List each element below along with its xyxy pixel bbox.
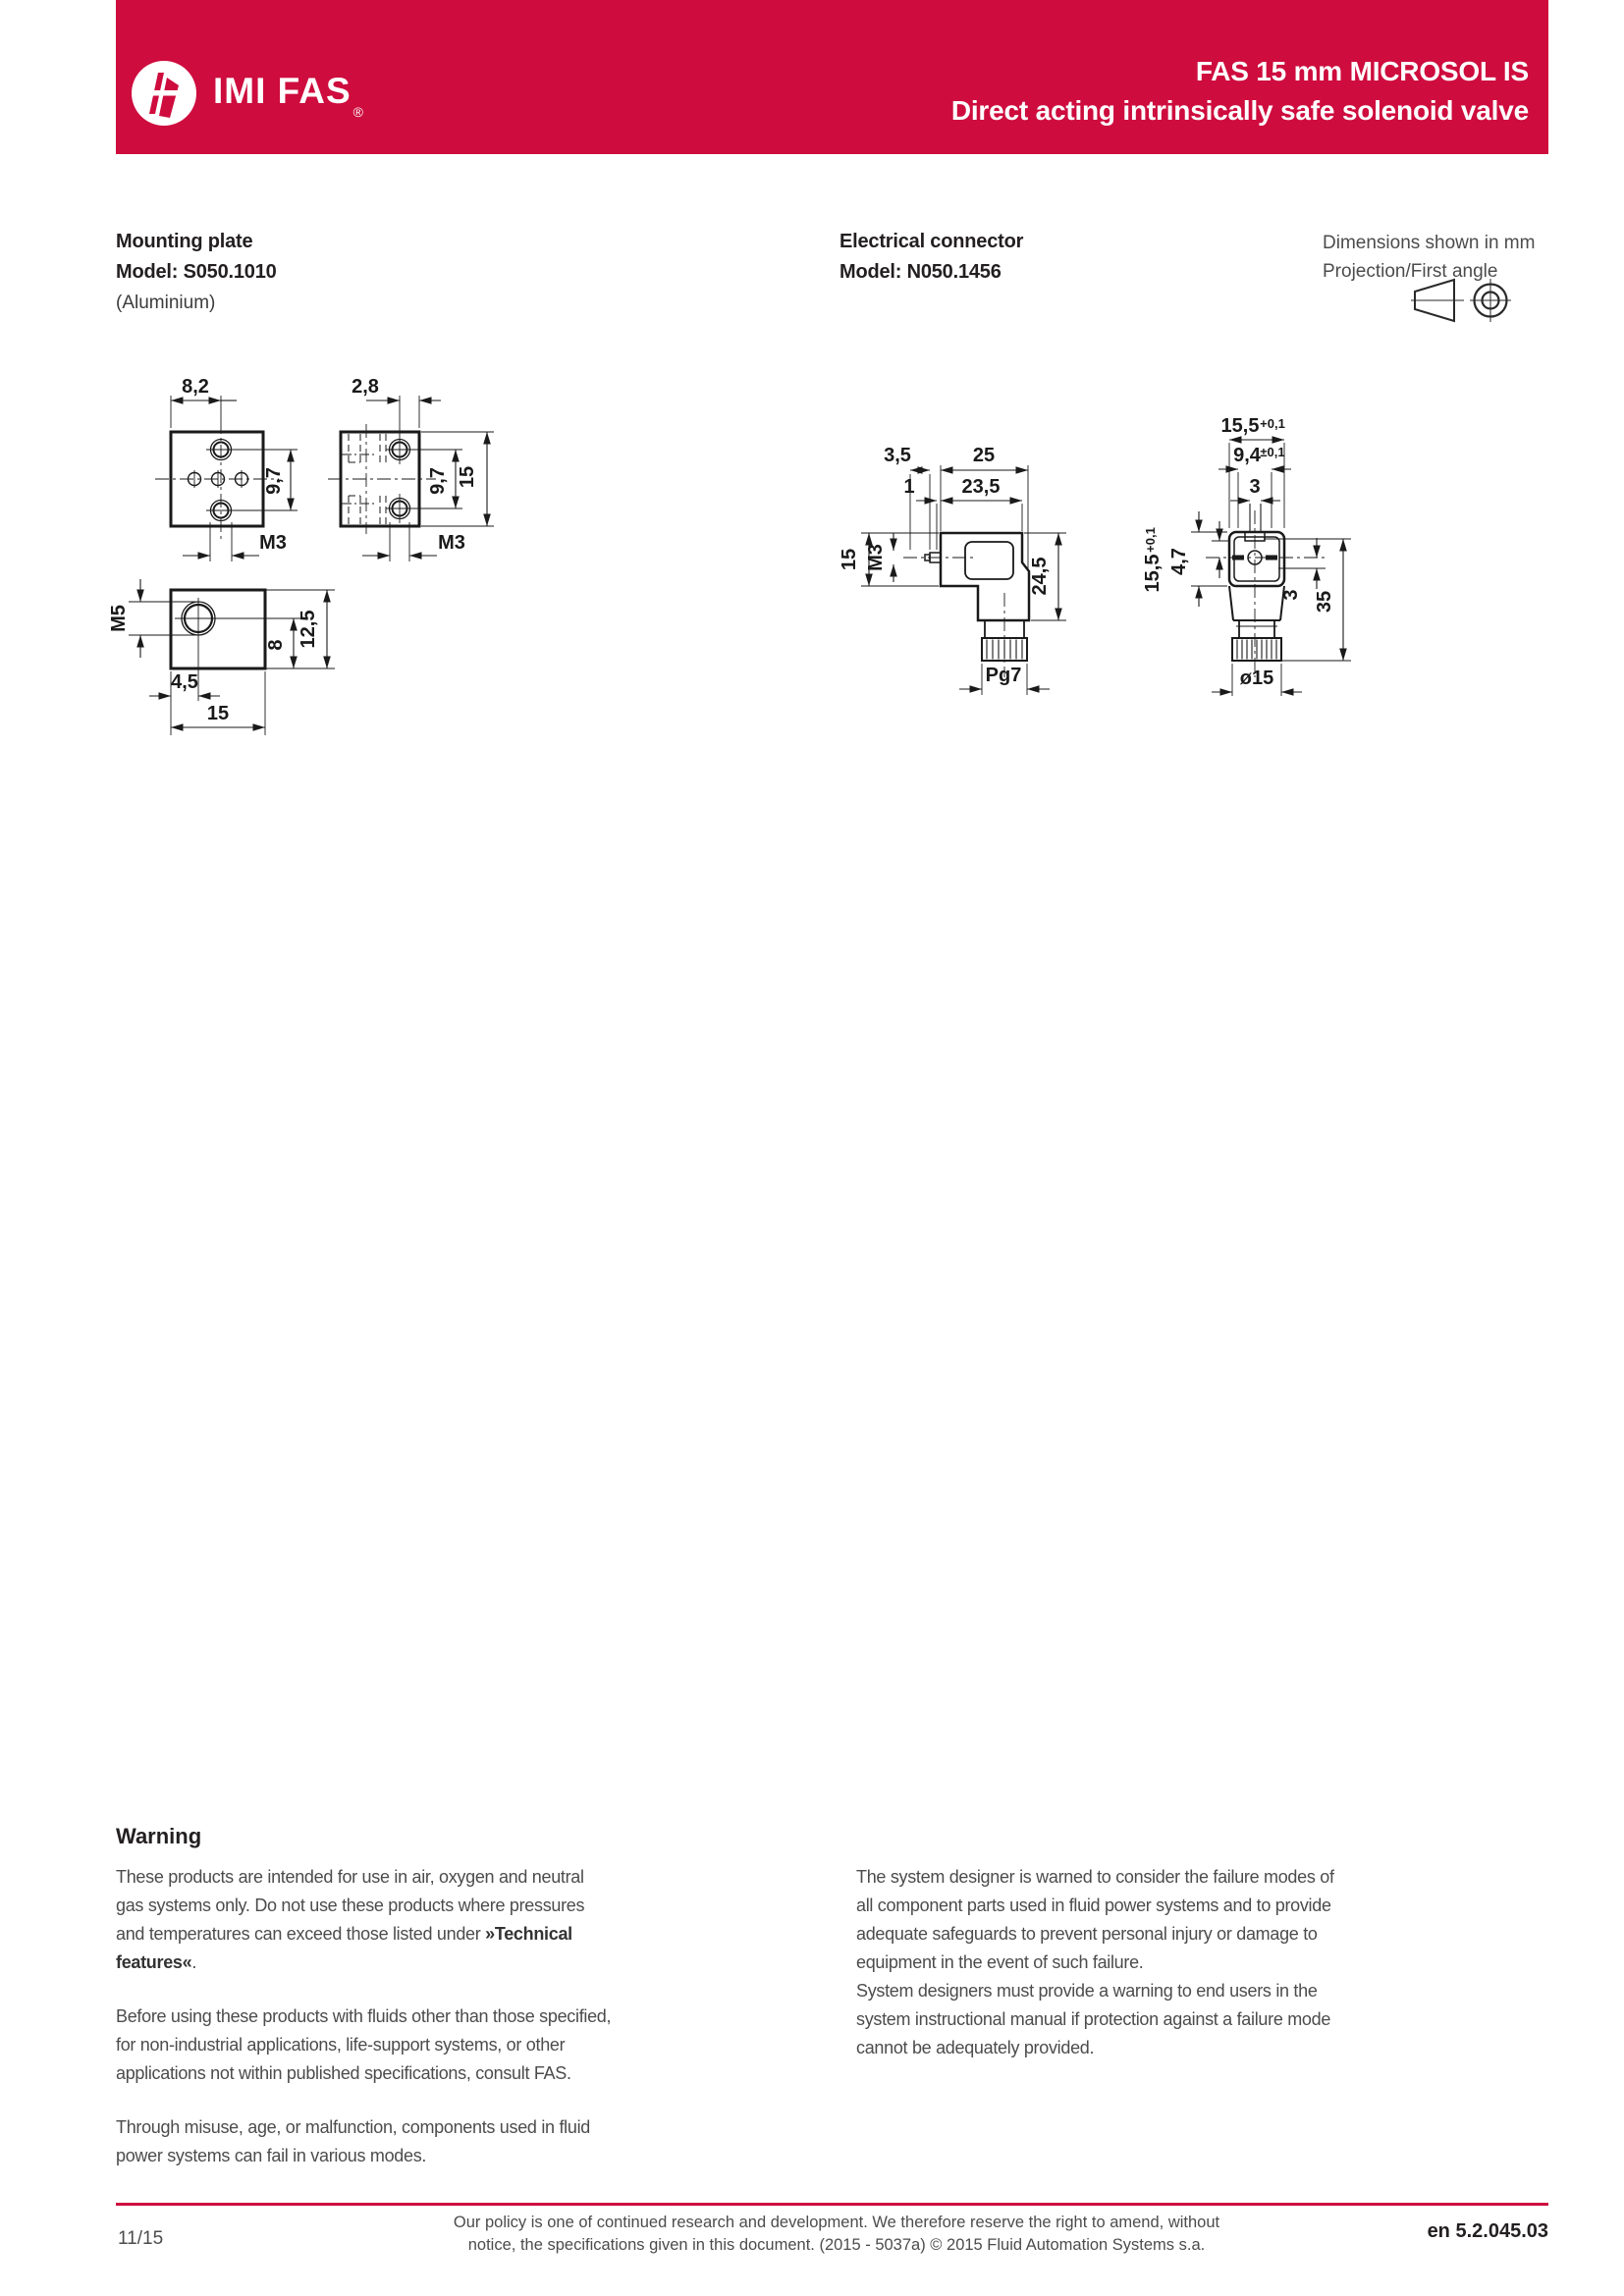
dim-label: M3 <box>438 532 465 554</box>
header-banner <box>116 0 1548 154</box>
dim-label: 4,7 <box>1168 548 1190 575</box>
mounting-plate-heading <box>116 227 277 318</box>
electrical-connector-heading <box>839 227 1023 288</box>
imi-fas-logo-icon <box>130 59 198 128</box>
dim-label: 15 <box>206 703 230 724</box>
warning-paragraph: The system designer is warned to consider the failure modes of all component parts used in fluid power systems and to provide adequate safeguards to prevent personal injury or damage to equipment in the event of such failure. <box>856 1867 1334 1972</box>
dim-label: 15 <box>457 465 478 489</box>
page-number: 11/15 <box>118 2228 164 2249</box>
warning-paragraph: Before using these products with fluids other than those specified, for non-industrial applications, life-support systems, or other applications not within published specifications, consult FAS. <box>116 2006 612 2083</box>
dim-label: 15,5 <box>1142 554 1164 593</box>
dim-label: 15 <box>839 548 860 571</box>
dim-label: 24,5 <box>1029 557 1051 596</box>
dim-label: 8 <box>265 639 287 651</box>
dim-label: 25 <box>972 445 996 466</box>
dim-label: M3 <box>865 544 887 571</box>
dim-label: Pg7 <box>985 665 1022 686</box>
dim-label: 23,5 <box>961 476 1001 498</box>
footer-policy <box>370 2212 1303 2257</box>
mounting-plate-drawing <box>108 373 579 766</box>
dim-label: M5 <box>108 605 130 632</box>
warning-bold-text: »Technical features« <box>116 1924 572 1972</box>
mounting-plate-model: Model: S050.1010 <box>116 261 277 283</box>
dim-label: 15,5 <box>1220 415 1260 437</box>
dim-label: 9,7 <box>427 467 449 495</box>
brand-wordmark <box>213 71 364 120</box>
footer-policy-line1: Our policy is one of continued research and development. We therefore reserve the right to amend, without <box>453 2214 1220 2231</box>
electrical-connector-title: Electrical connector <box>839 231 1024 252</box>
dim-label: 9,4 <box>1233 445 1261 466</box>
dim-label: 35 <box>1314 590 1335 614</box>
dim-tolerance: +0,1 <box>1260 416 1285 431</box>
dim-label: 3 <box>1280 589 1302 601</box>
dim-label: 12,5 <box>298 610 319 649</box>
plate-front-view <box>129 579 335 735</box>
title-line-2: Direct acting intrinsically safe solenoid valve <box>950 95 1529 126</box>
document-title <box>951 52 1529 131</box>
gland-hatch <box>1237 640 1276 660</box>
dim-label: 8,2 <box>182 376 209 398</box>
mounting-plate-title: Mounting plate <box>116 231 253 252</box>
registered-mark: ® <box>352 104 364 120</box>
warning-paragraph <box>116 1863 615 1977</box>
first-angle-projection-icon <box>1411 277 1519 326</box>
dim-tolerance: ±0,1 <box>1260 445 1285 459</box>
warning-title: Warning <box>116 1824 202 1848</box>
document-number: en 5.2.045.03 <box>1427 2220 1548 2242</box>
warning-right-column <box>856 1863 1355 2062</box>
warning-paragraph: System designers must provide a warning to end users in the system instructional manual if protection against a failure mode cannot be adequately provided. <box>856 1981 1331 2057</box>
warning-text: . <box>191 1952 197 1972</box>
dim-label: 1 <box>903 476 915 498</box>
electrical-connector-drawing <box>835 402 1365 717</box>
dim-label: 4,5 <box>171 671 198 693</box>
mounting-plate-material: (Aluminium) <box>116 293 216 313</box>
dim-label: 9,7 <box>263 467 285 495</box>
dim-label: 3,5 <box>884 445 911 466</box>
dim-label: ø15 <box>1239 667 1274 689</box>
dimension-note-line2: Projection/First angle <box>1323 261 1498 282</box>
warning-text: These products are intended for use in air, oxygen and neutral gas systems only. Do not use these products where pressures and temperatures can exceed those listed under <box>116 1867 585 1944</box>
dim-label: M3 <box>259 532 287 554</box>
footer-rule <box>116 2203 1548 2206</box>
warning-left-column <box>116 1863 615 2170</box>
title-line-1: FAS 15 mm MICROSOL IS <box>1195 56 1529 86</box>
dim-label: 2,8 <box>352 376 379 398</box>
brand-text: IMI FAS <box>213 71 352 111</box>
dim-label: 3 <box>1249 476 1261 498</box>
warning-paragraph: Through misuse, age, or malfunction, components used in fluid power systems can fail in various modes. <box>116 2117 590 2165</box>
electrical-connector-model: Model: N050.1456 <box>839 261 1001 283</box>
dimension-note-line1: Dimensions shown in mm <box>1323 233 1536 253</box>
dim-tolerance: +0,1 <box>1143 527 1158 553</box>
connector-front-view <box>1191 440 1351 696</box>
footer-policy-line2: notice, the specifications given in this document. (2015 - 5037a) © 2015 Fluid Automation Systems s.a. <box>467 2236 1206 2254</box>
